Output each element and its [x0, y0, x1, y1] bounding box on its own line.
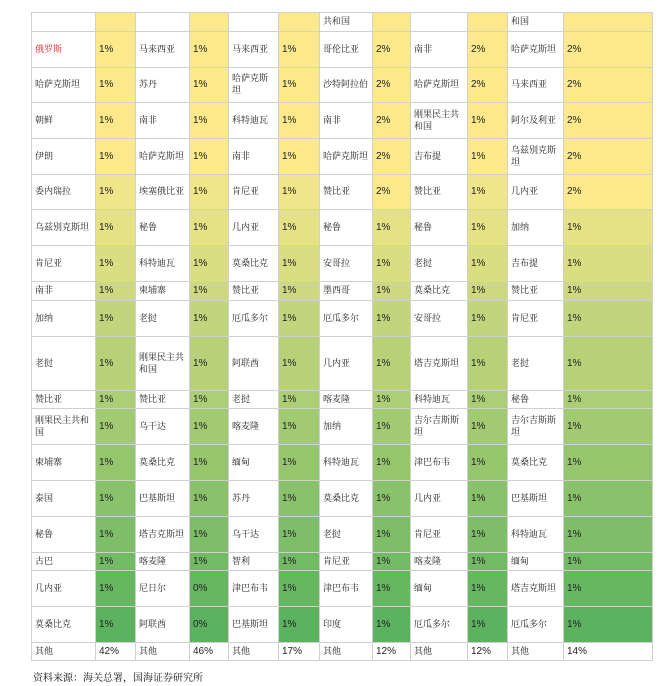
share-cell: 1%	[190, 301, 229, 337]
country-cell: 肯尼亚	[229, 175, 279, 210]
share-cell: 1%	[373, 246, 411, 282]
share-cell: 1%	[190, 553, 229, 571]
share-cell: 1%	[468, 301, 508, 337]
country-cell: 老挝	[229, 391, 279, 409]
share-cell: 2%	[468, 32, 508, 68]
country-cell: 南非	[32, 282, 96, 301]
share-cell: 1%	[279, 445, 320, 481]
share-cell: 1%	[468, 139, 508, 175]
share-cell: 1%	[564, 481, 653, 517]
country-cell: 哈萨克斯坦	[508, 32, 564, 68]
country-cell: 几内亚	[411, 481, 468, 517]
share-cell: 2%	[373, 175, 411, 210]
share-cell: 2%	[373, 68, 411, 103]
share-cell	[564, 13, 653, 32]
table-row	[32, 32, 653, 68]
share-cell: 1%	[190, 210, 229, 246]
country-cell: 阿尔及利亚	[508, 103, 564, 139]
country-cell: 柬埔寨	[136, 282, 190, 301]
country-cell: 哈萨克斯坦	[229, 68, 279, 103]
country-cell: 委内瑞拉	[32, 175, 96, 210]
share-cell: 1%	[96, 337, 136, 391]
share-cell: 1%	[564, 246, 653, 282]
country-cell	[32, 13, 96, 32]
country-cell: 和国	[508, 13, 564, 32]
country-cell: 泰国	[32, 481, 96, 517]
country-cell: 厄瓜多尔	[320, 301, 373, 337]
share-cell: 1%	[96, 139, 136, 175]
country-cell: 莫桑比克	[411, 282, 468, 301]
country-cell: 马来西亚	[508, 68, 564, 103]
share-cell: 1%	[468, 409, 508, 445]
share-cell: 1%	[279, 301, 320, 337]
share-cell: 1%	[279, 337, 320, 391]
country-cell: 津巴布韦	[320, 571, 373, 607]
share-cell: 1%	[279, 210, 320, 246]
country-cell: 共和国	[320, 13, 373, 32]
country-cell: 沙特阿拉伯	[320, 68, 373, 103]
country-cell: 马来西亚	[136, 32, 190, 68]
country-cell: 莫桑比克	[136, 445, 190, 481]
share-cell: 1%	[564, 210, 653, 246]
share-cell: 46%	[190, 643, 229, 661]
table-row	[32, 391, 653, 409]
country-cell: 埃塞俄比亚	[136, 175, 190, 210]
country-cell: 赞比亚	[320, 175, 373, 210]
country-cell: 巴基斯坦	[229, 607, 279, 643]
country-cell: 莫桑比克	[32, 607, 96, 643]
table-row	[32, 337, 653, 391]
share-cell: 1%	[373, 445, 411, 481]
share-cell: 1%	[373, 210, 411, 246]
country-cell: 乌干达	[229, 517, 279, 553]
share-cell: 1%	[373, 481, 411, 517]
share-cell: 2%	[373, 32, 411, 68]
share-cell: 1%	[468, 103, 508, 139]
country-cell: 塔吉克斯坦	[508, 571, 564, 607]
source-note: 资料来源：海关总署，国海证券研究所	[33, 673, 203, 684]
country-cell: 塔吉克斯坦	[136, 517, 190, 553]
country-cell: 秘鲁	[32, 517, 96, 553]
country-cell: 厄瓜多尔	[229, 301, 279, 337]
country-cell: 马来西亚	[229, 32, 279, 68]
share-cell: 1%	[96, 246, 136, 282]
share-cell: 1%	[96, 517, 136, 553]
country-cell: 安哥拉	[320, 246, 373, 282]
share-cell: 2%	[564, 32, 653, 68]
country-cell: 科特迪瓦	[136, 246, 190, 282]
share-cell: 1%	[190, 445, 229, 481]
share-cell: 42%	[96, 643, 136, 661]
share-cell: 1%	[279, 246, 320, 282]
share-cell: 1%	[190, 517, 229, 553]
country-cell: 肯尼亚	[320, 553, 373, 571]
share-cell: 1%	[96, 445, 136, 481]
share-cell: 1%	[190, 103, 229, 139]
share-cell: 1%	[564, 445, 653, 481]
share-cell: 2%	[564, 68, 653, 103]
share-cell: 1%	[96, 175, 136, 210]
share-cell: 1%	[373, 337, 411, 391]
table-row	[32, 282, 653, 301]
country-cell: 缅甸	[508, 553, 564, 571]
country-cell: 阿联酋	[229, 337, 279, 391]
share-cell: 1%	[373, 391, 411, 409]
country-cell: 缅甸	[411, 571, 468, 607]
table-row	[32, 210, 653, 246]
share-cell: 1%	[279, 32, 320, 68]
country-cell: 其他	[136, 643, 190, 661]
share-cell: 1%	[564, 607, 653, 643]
share-cell: 2%	[564, 139, 653, 175]
share-cell: 1%	[96, 571, 136, 607]
share-cell: 1%	[468, 175, 508, 210]
share-cell: 1%	[373, 409, 411, 445]
share-cell	[96, 13, 136, 32]
table-row	[32, 445, 653, 481]
share-cell: 12%	[373, 643, 411, 661]
country-cell: 喀麦隆	[320, 391, 373, 409]
country-cell: 其他	[320, 643, 373, 661]
share-cell: 0%	[190, 607, 229, 643]
share-cell: 1%	[96, 210, 136, 246]
country-cell: 秘鲁	[320, 210, 373, 246]
share-cell: 1%	[564, 553, 653, 571]
share-cell: 1%	[468, 210, 508, 246]
country-cell: 科特迪瓦	[229, 103, 279, 139]
table-row	[32, 139, 653, 175]
country-cell: 哈萨克斯坦	[320, 139, 373, 175]
country-cell: 哈萨克斯坦	[411, 68, 468, 103]
share-cell: 0%	[190, 571, 229, 607]
country-cell: 加纳	[508, 210, 564, 246]
country-cell: 喀麦隆	[136, 553, 190, 571]
country-cell: 哈萨克斯坦	[32, 68, 96, 103]
country-cell: 印度	[320, 607, 373, 643]
share-cell: 1%	[468, 571, 508, 607]
country-cell: 南非	[320, 103, 373, 139]
share-cell: 1%	[279, 282, 320, 301]
country-cell: 几内亚	[508, 175, 564, 210]
share-cell: 1%	[373, 517, 411, 553]
country-cell: 朝鲜	[32, 103, 96, 139]
share-cell: 1%	[96, 32, 136, 68]
country-cell: 厄瓜多尔	[411, 607, 468, 643]
share-cell: 17%	[279, 643, 320, 661]
country-cell: 塔吉克斯坦	[411, 337, 468, 391]
share-cell: 2%	[468, 68, 508, 103]
country-cell: 刚果民主共和国	[32, 409, 96, 445]
country-cell: 南非	[136, 103, 190, 139]
country-cell	[136, 13, 190, 32]
country-cell: 老挝	[320, 517, 373, 553]
country-cell: 巴基斯坦	[136, 481, 190, 517]
table-row	[32, 13, 653, 32]
share-cell: 1%	[468, 282, 508, 301]
country-cell: 尼日尔	[136, 571, 190, 607]
country-cell: 其他	[411, 643, 468, 661]
country-cell: 秘鲁	[136, 210, 190, 246]
country-cell: 秘鲁	[411, 210, 468, 246]
share-cell: 1%	[373, 571, 411, 607]
table-row	[32, 409, 653, 445]
share-cell: 1%	[190, 175, 229, 210]
country-cell: 其他	[32, 643, 96, 661]
share-cell: 1%	[96, 391, 136, 409]
share-cell: 1%	[279, 175, 320, 210]
share-cell: 1%	[373, 282, 411, 301]
country-cell: 赞比亚	[411, 175, 468, 210]
share-cell: 1%	[279, 607, 320, 643]
share-cell: 1%	[96, 103, 136, 139]
country-cell: 安哥拉	[411, 301, 468, 337]
country-cell: 加纳	[320, 409, 373, 445]
share-cell: 1%	[564, 517, 653, 553]
country-cell: 莫桑比克	[229, 246, 279, 282]
country-cell	[229, 13, 279, 32]
country-cell: 厄瓜多尔	[508, 607, 564, 643]
country-cell: 几内亚	[229, 210, 279, 246]
share-cell: 1%	[468, 607, 508, 643]
share-cell: 1%	[190, 32, 229, 68]
country-cell: 吉尔吉斯斯坦	[508, 409, 564, 445]
table-row	[32, 68, 653, 103]
share-cell: 1%	[564, 571, 653, 607]
share-cell: 1%	[96, 301, 136, 337]
country-cell: 俄罗斯	[32, 32, 96, 68]
country-cell: 津巴布韦	[229, 571, 279, 607]
share-cell: 1%	[190, 282, 229, 301]
country-cell: 缅甸	[229, 445, 279, 481]
table-row	[32, 553, 653, 571]
country-cell: 哥伦比亚	[320, 32, 373, 68]
share-cell: 12%	[468, 643, 508, 661]
share-cell: 2%	[373, 139, 411, 175]
share-cell: 1%	[279, 409, 320, 445]
country-cell: 科特迪瓦	[411, 391, 468, 409]
country-cell: 肯尼亚	[32, 246, 96, 282]
country-cell: 老挝	[136, 301, 190, 337]
trade-share-table	[31, 12, 653, 661]
country-cell: 津巴布韦	[411, 445, 468, 481]
share-cell: 1%	[564, 337, 653, 391]
country-cell: 莫桑比克	[320, 481, 373, 517]
country-cell: 喀麦隆	[229, 409, 279, 445]
share-cell: 1%	[468, 445, 508, 481]
share-cell: 1%	[96, 409, 136, 445]
share-cell: 1%	[468, 517, 508, 553]
country-cell: 肯尼亚	[508, 301, 564, 337]
share-cell: 1%	[190, 139, 229, 175]
share-cell: 1%	[468, 337, 508, 391]
country-cell: 伊朗	[32, 139, 96, 175]
share-cell	[373, 13, 411, 32]
country-cell: 吉布提	[411, 139, 468, 175]
share-cell: 1%	[190, 246, 229, 282]
country-cell: 柬埔寨	[32, 445, 96, 481]
table-body	[32, 13, 653, 661]
country-cell: 刚果民主共和国	[411, 103, 468, 139]
share-cell: 1%	[373, 607, 411, 643]
country-cell: 几内亚	[32, 571, 96, 607]
table-row	[32, 246, 653, 282]
country-cell: 刚果民主共和国	[136, 337, 190, 391]
country-cell: 其他	[229, 643, 279, 661]
share-cell: 1%	[96, 553, 136, 571]
share-cell: 1%	[373, 553, 411, 571]
country-cell: 南非	[411, 32, 468, 68]
table-row	[32, 643, 653, 661]
share-cell: 1%	[96, 282, 136, 301]
share-cell: 1%	[190, 481, 229, 517]
share-cell: 1%	[279, 391, 320, 409]
country-cell: 乌兹别克斯坦	[508, 139, 564, 175]
share-cell: 1%	[373, 301, 411, 337]
country-cell: 阿联酋	[136, 607, 190, 643]
country-cell: 老挝	[508, 337, 564, 391]
country-cell: 乌干达	[136, 409, 190, 445]
share-cell	[468, 13, 508, 32]
share-cell: 1%	[96, 68, 136, 103]
share-cell: 2%	[564, 103, 653, 139]
country-cell: 乌兹别克斯坦	[32, 210, 96, 246]
share-cell: 1%	[564, 301, 653, 337]
table-row	[32, 571, 653, 607]
country-cell: 墨西哥	[320, 282, 373, 301]
share-cell: 1%	[468, 391, 508, 409]
country-cell: 莫桑比克	[508, 445, 564, 481]
share-cell: 14%	[564, 643, 653, 661]
share-cell: 1%	[564, 391, 653, 409]
share-cell: 1%	[468, 481, 508, 517]
country-cell: 赞比亚	[136, 391, 190, 409]
country-cell: 科特迪瓦	[508, 517, 564, 553]
country-cell: 秘鲁	[508, 391, 564, 409]
country-cell: 智利	[229, 553, 279, 571]
country-cell: 几内亚	[320, 337, 373, 391]
country-cell: 赞比亚	[508, 282, 564, 301]
country-cell: 科特迪瓦	[320, 445, 373, 481]
share-cell: 1%	[279, 517, 320, 553]
share-cell: 1%	[190, 68, 229, 103]
country-cell: 赞比亚	[229, 282, 279, 301]
share-cell: 1%	[279, 68, 320, 103]
share-cell: 1%	[96, 481, 136, 517]
country-cell: 喀麦隆	[411, 553, 468, 571]
country-cell	[411, 13, 468, 32]
share-cell: 1%	[564, 409, 653, 445]
share-cell: 1%	[190, 409, 229, 445]
country-cell: 南非	[229, 139, 279, 175]
share-cell: 1%	[279, 571, 320, 607]
country-cell: 肯尼亚	[411, 517, 468, 553]
share-cell: 2%	[373, 103, 411, 139]
country-cell: 吉尔吉斯斯坦	[411, 409, 468, 445]
country-cell: 巴基斯坦	[508, 481, 564, 517]
country-cell: 其他	[508, 643, 564, 661]
share-cell: 1%	[564, 282, 653, 301]
table-row	[32, 517, 653, 553]
share-cell: 1%	[279, 139, 320, 175]
share-cell: 1%	[190, 391, 229, 409]
country-cell: 苏丹	[136, 68, 190, 103]
share-cell: 1%	[96, 607, 136, 643]
share-cell	[190, 13, 229, 32]
table-row	[32, 481, 653, 517]
share-cell: 1%	[468, 246, 508, 282]
share-cell: 1%	[468, 553, 508, 571]
table-row	[32, 301, 653, 337]
country-cell: 加纳	[32, 301, 96, 337]
share-cell: 1%	[279, 103, 320, 139]
share-cell: 2%	[564, 175, 653, 210]
table-row	[32, 607, 653, 643]
country-cell: 赞比亚	[32, 391, 96, 409]
share-cell: 1%	[190, 337, 229, 391]
country-cell: 老挝	[32, 337, 96, 391]
share-cell	[279, 13, 320, 32]
country-cell: 哈萨克斯坦	[136, 139, 190, 175]
share-cell: 1%	[279, 553, 320, 571]
country-cell: 古巴	[32, 553, 96, 571]
table-row	[32, 175, 653, 210]
country-cell: 吉布提	[508, 246, 564, 282]
country-cell: 老挝	[411, 246, 468, 282]
table-row	[32, 103, 653, 139]
share-cell: 1%	[279, 481, 320, 517]
country-cell: 苏丹	[229, 481, 279, 517]
